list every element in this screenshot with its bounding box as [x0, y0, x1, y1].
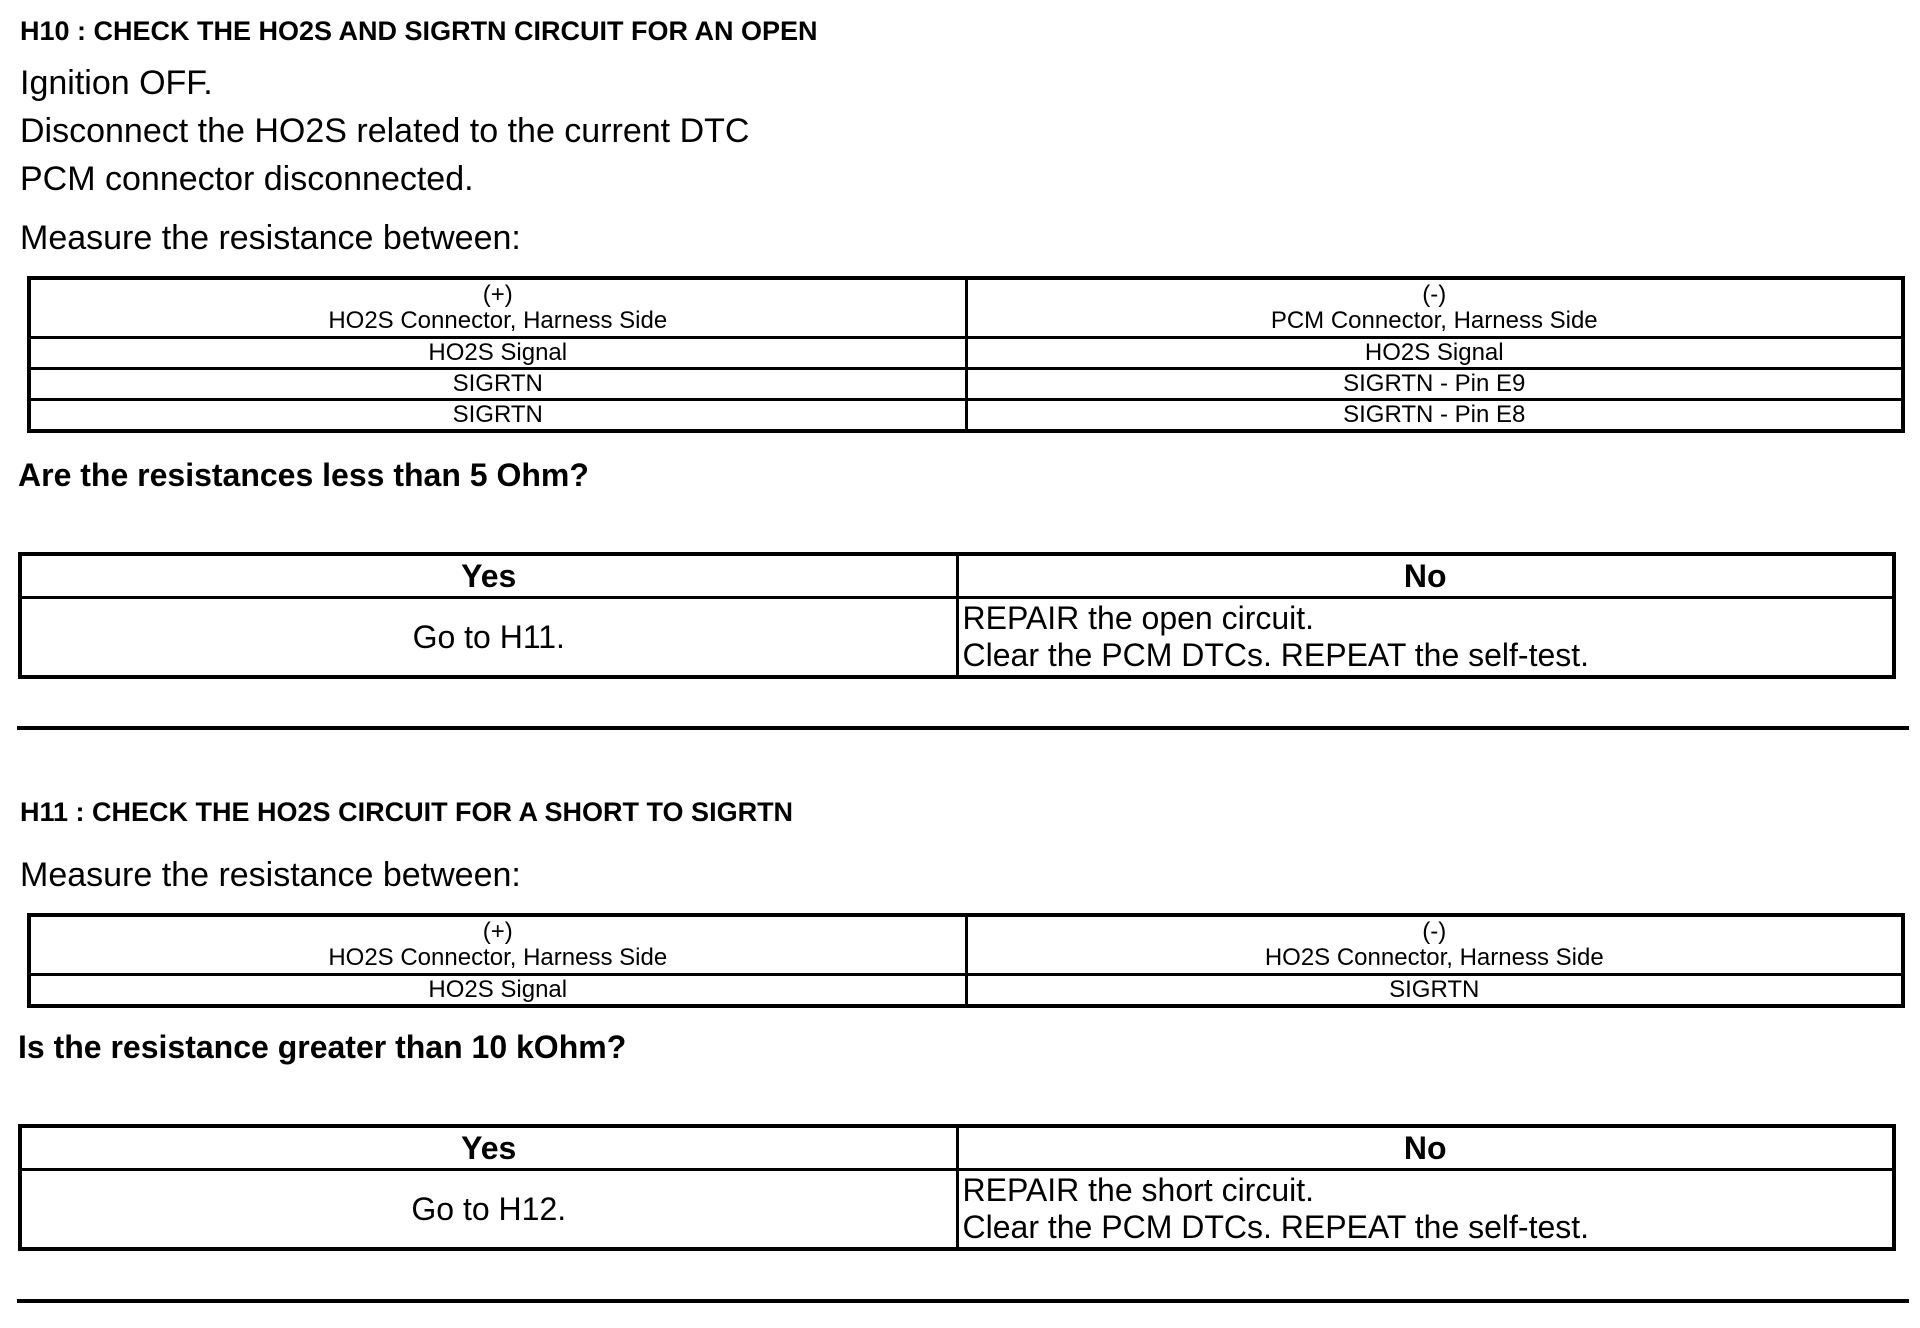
result-body-row — [20, 598, 1894, 678]
result-header-row — [20, 554, 1894, 598]
plus-cell: HO2S Signal — [29, 975, 966, 1007]
minus-column-header — [966, 278, 1903, 338]
h10-step-title: H10 : CHECK THE HO2S AND SIGRTN CIRCUIT FOR AN OPEN — [20, 16, 818, 46]
minus-sign: (-) — [1422, 918, 1447, 945]
no-action — [957, 598, 1894, 678]
h10-instruction-ignition: Ignition OFF. — [20, 64, 213, 102]
minus-cell: SIGRTN — [966, 975, 1903, 1007]
no-action — [957, 1170, 1894, 1250]
plus-column-header — [29, 915, 966, 975]
h11-question: Is the resistance greater than 10 kOhm? — [18, 1029, 627, 1065]
plus-column-label: HO2S Connector, Harness Side — [328, 944, 668, 971]
minus-cell: SIGRTN - Pin E9 — [966, 369, 1903, 400]
h10-result-table — [18, 552, 1896, 679]
plus-cell: HO2S Signal — [29, 338, 966, 369]
table-header-row — [29, 278, 1903, 338]
table-row — [29, 400, 1903, 432]
plus-cell: SIGRTN — [29, 369, 966, 400]
h10-measure-prompt: Measure the resistance between: — [20, 219, 521, 257]
section-divider — [17, 726, 1909, 730]
h10-measurement-table — [27, 276, 1905, 433]
minus-column-label: PCM Connector, Harness Side — [1270, 307, 1598, 334]
table-row — [29, 975, 1903, 1007]
no-header: No — [957, 554, 1894, 598]
section-divider — [17, 1299, 1909, 1303]
no-action-line: REPAIR the short circuit. — [962, 1172, 1315, 1208]
plus-sign: (+) — [482, 281, 513, 308]
no-header: No — [957, 1126, 1894, 1170]
result-body-row — [20, 1170, 1894, 1250]
no-action-line: Clear the PCM DTCs. REPEAT the self-test. — [962, 1209, 1590, 1245]
result-header-row — [20, 1126, 1894, 1170]
minus-cell: SIGRTN - Pin E8 — [966, 400, 1903, 432]
h11-measure-prompt: Measure the resistance between: — [20, 856, 521, 894]
yes-action: Go to H11. — [20, 598, 957, 678]
no-action-line: Clear the PCM DTCs. REPEAT the self-test. — [962, 637, 1590, 673]
yes-header: Yes — [20, 554, 957, 598]
minus-column-label: HO2S Connector, Harness Side — [1264, 944, 1604, 971]
yes-header: Yes — [20, 1126, 957, 1170]
table-row — [29, 369, 1903, 400]
plus-column-header — [29, 278, 966, 338]
h10-instruction-pcm: PCM connector disconnected. — [20, 160, 474, 198]
table-header-row — [29, 915, 1903, 975]
plus-cell: SIGRTN — [29, 400, 966, 432]
minus-column-header — [966, 915, 1903, 975]
h11-measurement-table — [27, 913, 1905, 1008]
plus-column-label: HO2S Connector, Harness Side — [328, 307, 668, 334]
h11-step-title: H11 : CHECK THE HO2S CIRCUIT FOR A SHORT TO SIGRTN — [20, 797, 794, 827]
h10-instruction-disconnect-ho2s: Disconnect the HO2S related to the current DTC — [20, 112, 750, 150]
h10-question: Are the resistances less than 5 Ohm? — [18, 457, 589, 493]
no-action-line: REPAIR the open circuit. — [962, 600, 1315, 636]
yes-action: Go to H12. — [20, 1170, 957, 1250]
minus-cell: HO2S Signal — [966, 338, 1903, 369]
plus-sign: (+) — [482, 918, 513, 945]
table-row — [29, 338, 1903, 369]
h11-result-table — [18, 1124, 1896, 1251]
minus-sign: (-) — [1422, 281, 1447, 308]
